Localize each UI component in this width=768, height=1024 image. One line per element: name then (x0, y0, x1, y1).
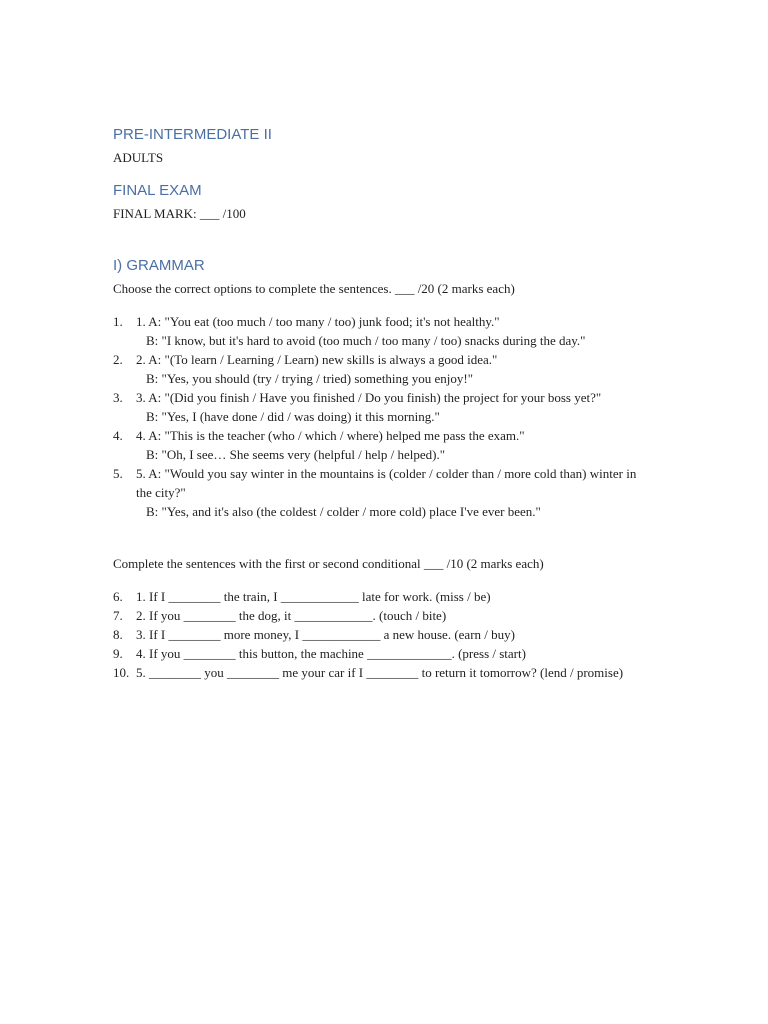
final-mark: FINAL MARK: ___ /100 (113, 206, 246, 221)
grammar-question (113, 312, 653, 350)
question-line-a: 2. A: "(To learn / Learning / Learn) new skills is always a good idea." (136, 352, 498, 367)
level-heading: PRE-INTERMEDIATE II (113, 126, 272, 143)
conditionals-instruction: Complete the sentences with the first or second conditional ___ /10 (2 marks each) (113, 556, 544, 571)
conditional-question (113, 644, 653, 663)
question-number: 6. (113, 589, 123, 604)
question-number: 4. (113, 428, 123, 443)
grammar-instruction: Choose the correct options to complete the sentences. ___ /20 (2 marks each) (113, 281, 515, 296)
question-line-b: B: "I know, but it's hard to avoid (too much / too many / too) snacks during the day." (146, 333, 586, 348)
question-line-a: 3. A: "(Did you finish / Have you finished / Do you finish) the project for your boss yet?" (136, 390, 602, 405)
question-text: 2. If you ________ the dog, it ____________. (touch / bite) (136, 608, 447, 623)
question-text: 5. ________ you ________ me your car if I ________ to return it tomorrow? (lend / promise) (136, 665, 624, 680)
question-number: 5. (113, 466, 123, 481)
grammar-question (113, 388, 653, 426)
question-number: 3. (113, 390, 123, 405)
question-number: 10. (113, 665, 130, 680)
conditional-question (113, 587, 653, 606)
question-line-a: 1. A: "You eat (too much / too many / too) junk food; it's not healthy." (136, 314, 500, 329)
question-line-a: 5. A: "Would you say winter in the mountains is (colder / colder than / more cold than) winter in the city?" (136, 466, 637, 500)
question-line-b: B: "Yes, I (have done / did / was doing) it this morning." (146, 409, 440, 424)
conditional-question (113, 606, 653, 625)
question-line-a: 4. A: "This is the teacher (who / which / where) helped me pass the exam." (136, 428, 525, 443)
question-line-b: B: "Oh, I see… She seems very (helpful / help / helped)." (146, 447, 446, 462)
question-text: 3. If I ________ more money, I ____________ a new house. (earn / buy) (136, 627, 515, 642)
question-number: 9. (113, 646, 123, 661)
question-line-b: B: "Yes, you should (try / trying / tried) something you enjoy!" (146, 371, 474, 386)
question-number: 7. (113, 608, 123, 623)
grammar-question (113, 426, 653, 464)
question-number: 1. (113, 314, 123, 329)
grammar-question (113, 464, 653, 521)
question-line-b: B: "Yes, and it's also (the coldest / colder / more cold) place I've ever been." (146, 504, 541, 519)
question-number: 8. (113, 627, 123, 642)
question-text: 1. If I ________ the train, I ____________ late for work. (miss / be) (136, 589, 491, 604)
grammar-heading: I) GRAMMAR (113, 257, 205, 274)
question-number: 2. (113, 352, 123, 367)
exam-title: FINAL EXAM (113, 182, 202, 199)
conditionals-question-list (113, 587, 653, 682)
question-text: 4. If you ________ this button, the machine _____________. (press / start) (136, 646, 526, 661)
grammar-question (113, 350, 653, 388)
conditional-question (113, 625, 653, 644)
conditional-question (113, 663, 653, 682)
group-label: ADULTS (113, 150, 164, 165)
grammar-question-list (113, 312, 653, 521)
